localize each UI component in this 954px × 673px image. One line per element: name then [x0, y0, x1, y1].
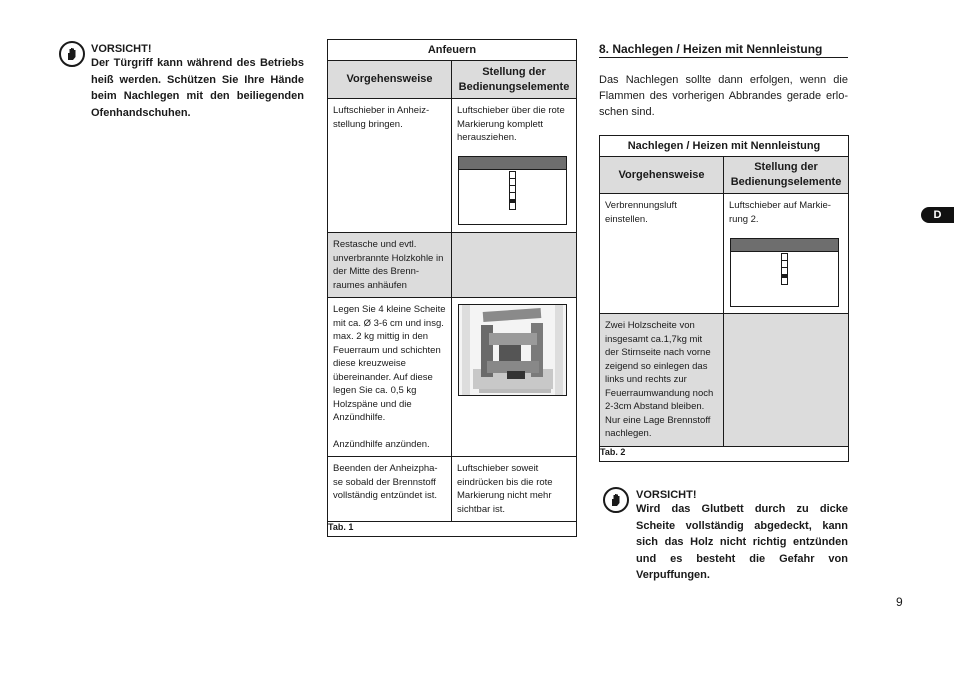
page-number: 9: [896, 595, 903, 609]
procedure-text: Zwei Holzscheite von insgesamt ca.1,7kg mit der Stirnseite nach vorne zeigend so einlegen das links und rechts zur Feuerraumwandung noch 2-3cm Abstand bleiben. Nur eine Lage Brennstoff nachlegen.: [605, 320, 714, 439]
column-header: Stellung der Bedienungselemente: [724, 157, 849, 194]
warning-text: Der Türgriff kann während des Betriebs heiß werden. Schützen Sie Ihre Hände beim Nachlegen mit den beiliegenden Ofenhandschuhen.: [91, 57, 304, 119]
language-badge: D: [921, 207, 954, 223]
warning-title: VORSICHT!: [636, 489, 697, 501]
firebox-wood-image: [458, 304, 567, 396]
warning-title: VORSICHT!: [91, 43, 152, 55]
hand-warning-icon: [59, 41, 85, 67]
procedure-text: Restasche und evtl. unverbrannte Holzkohle in der Mitte des Brenn-raumes anhäufen: [333, 239, 444, 291]
section-heading: 8. Nachlegen / Heizen mit Nennleistung: [599, 42, 848, 58]
air-slider-diagram: [458, 156, 567, 225]
column-header: Vorgehensweise: [600, 157, 724, 194]
setting-text: Luftschieber soweit eindrücken bis die rote Markierung nicht mehr sichtbar ist.: [457, 463, 553, 515]
table-title: Anfeuern: [328, 40, 577, 61]
procedure-text: Luftschieber in Anheiz-stellung bringen.: [333, 105, 430, 130]
section-paragraph: Das Nachlegen sollte dann erfolgen, wenn die Flammen des vorherigen Abbrandes gerade erlo-schen sind.: [599, 74, 848, 118]
table-title: Nachlegen / Heizen mit Nennleistung: [600, 136, 849, 157]
table-anfeuern: [327, 39, 577, 537]
table-nachlegen: [599, 135, 849, 462]
column-header: Stellung der Bedienungselemente: [452, 61, 577, 99]
table-caption: Tab. 1: [328, 522, 577, 537]
setting-text: Luftschieber über die rote Markierung komplett herausziehen.: [457, 105, 565, 143]
procedure-text: Beenden der Anheizpha-se sobald der Brennstoff vollständig entzündet ist.: [333, 463, 438, 501]
column-header: Vorgehensweise: [328, 61, 452, 99]
procedure-text: Verbrennungsluft einstellen.: [605, 200, 677, 225]
procedure-text: Legen Sie 4 kleine Scheite mit ca. Ø 3-6 cm und insg. max. 2 kg mittig in den Feuerraum und schichten diese kreuzweise übereinander. Auf diese legen Sie ca. 0,5 kg Holzspäne und die Anzündhilfe. Anzündhilfe anzünden.: [333, 304, 446, 450]
setting-text: Luftschieber auf Markie-rung 2.: [729, 200, 831, 225]
air-slider-diagram: [730, 238, 839, 307]
table-caption: Tab. 2: [600, 446, 849, 461]
hand-warning-icon: [603, 487, 629, 513]
warning-text: Wird das Glutbett durch zu dicke Scheite vollständig abgedeckt, kann sich das Holz nicht richtig entzünden und es besteht die Gefahr von Verpuffungen.: [636, 503, 848, 581]
